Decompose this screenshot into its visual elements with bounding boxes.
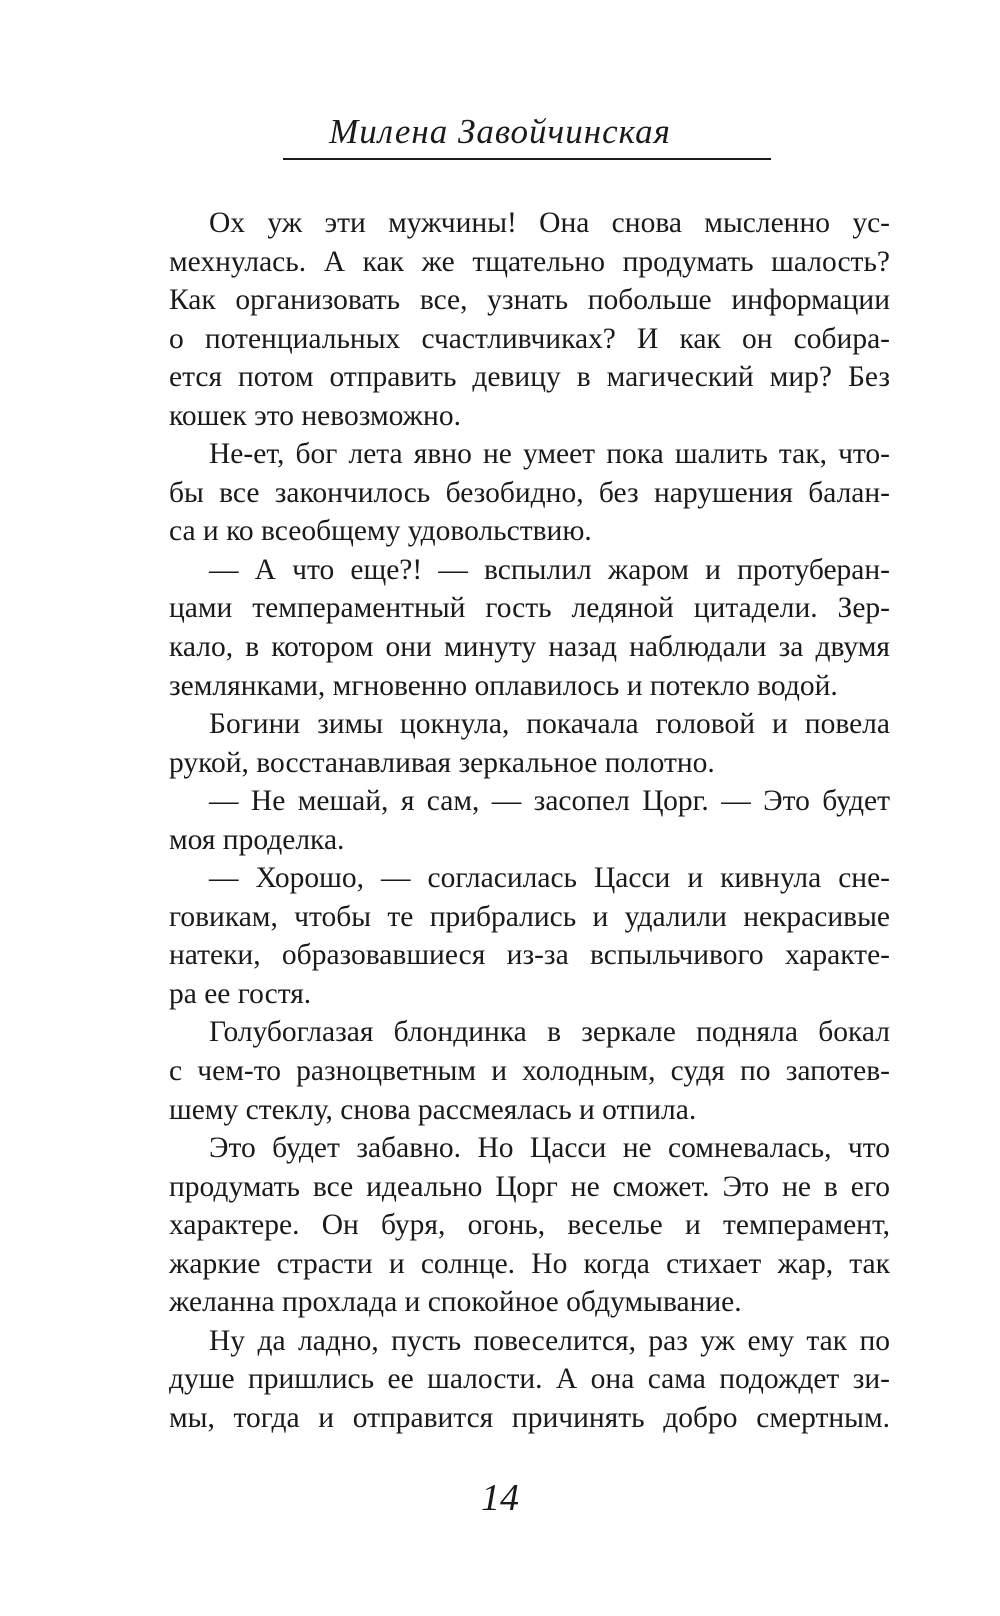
text-line: кошек это невозможно. — [169, 399, 461, 432]
running-head-author: Милена Завойчинская — [329, 112, 671, 151]
text-line: землянками, мгновенно оплавилось и потекло водой. — [169, 669, 838, 702]
text-line: Это будет забавно. Но Цасси не сомневалась, что — [209, 1132, 890, 1165]
text-line: Ох уж эти мужчины! Она снова мысленно ус- — [209, 207, 890, 239]
text-line: — А что еще?! — вспылил жаром и протуберан- — [209, 553, 890, 586]
text-line: цами темпераментный гость ледяной цитадели. Зер- — [169, 592, 890, 625]
text-line: жаркие страсти и солнце. Но когда стихает жар, так — [169, 1247, 890, 1280]
text-line: Как организовать все, узнать побольше информации — [169, 284, 890, 317]
text-line: — Не мешай, я сам, — засопел Цорг. — Это будет — [209, 785, 890, 818]
text-line: Богини зимы цокнула, покачала головой и повела — [209, 708, 890, 741]
text-line: душе пришлись ее шалости. А она сама подождет зи- — [169, 1363, 890, 1396]
text-line: натеки, образовавшиеся из-за вспыльчивого характе- — [169, 939, 890, 972]
page-number: 14 — [481, 1477, 519, 1519]
text-line: шему стеклу, снова рассмеялась и отпила. — [169, 1093, 697, 1126]
text-line: ра ее гостя. — [169, 977, 312, 1010]
text-line: с чем-то разноцветным и холодным, судя по запотев- — [169, 1055, 890, 1088]
text-line: характере. Он буря, огонь, веселье и темперамент, — [169, 1209, 890, 1242]
text-line: мы, тогда и отправится причинять добро смертным. — [169, 1401, 890, 1434]
text-line: говикам, чтобы те прибрались и удалили некрасивые — [169, 900, 890, 933]
text-line: ется потом отправить девицу в магический мир? Без — [169, 361, 890, 394]
text-line: мехнулась. А как же тщательно продумать шалость? — [169, 245, 890, 278]
text-line: кало, в котором они минуту назад наблюдали за двумя — [169, 631, 890, 664]
text-line: продумать все идеально Цорг не сможет. Это не в его — [169, 1170, 890, 1203]
text-line: са и ко всеобщему удовольствию. — [169, 515, 592, 548]
text-line: моя проделка. — [169, 823, 345, 856]
text-line: бы все закончилось безобидно, без нарушения балан- — [169, 476, 890, 509]
text-line: Не-ет, бог лета явно не умеет пока шалить так, что- — [209, 438, 890, 471]
text-line: рукой, восстанавливая зеркальное полотно. — [169, 746, 715, 779]
text-line: Ну да ладно, пусть повеселится, раз уж ему так по — [209, 1324, 890, 1357]
text-line: о потенциальных счастливчиках? И как он собира- — [169, 322, 890, 355]
body-text — [169, 204, 890, 1438]
text-line: Голубоглазая блондинка в зеркале подняла бокал — [209, 1016, 890, 1049]
header-rule — [283, 158, 771, 160]
text-line: — Хорошо, — согласилась Цасси и кивнула сне- — [209, 862, 890, 895]
text-line: желанна прохлада и спокойное обдумывание. — [169, 1286, 742, 1319]
